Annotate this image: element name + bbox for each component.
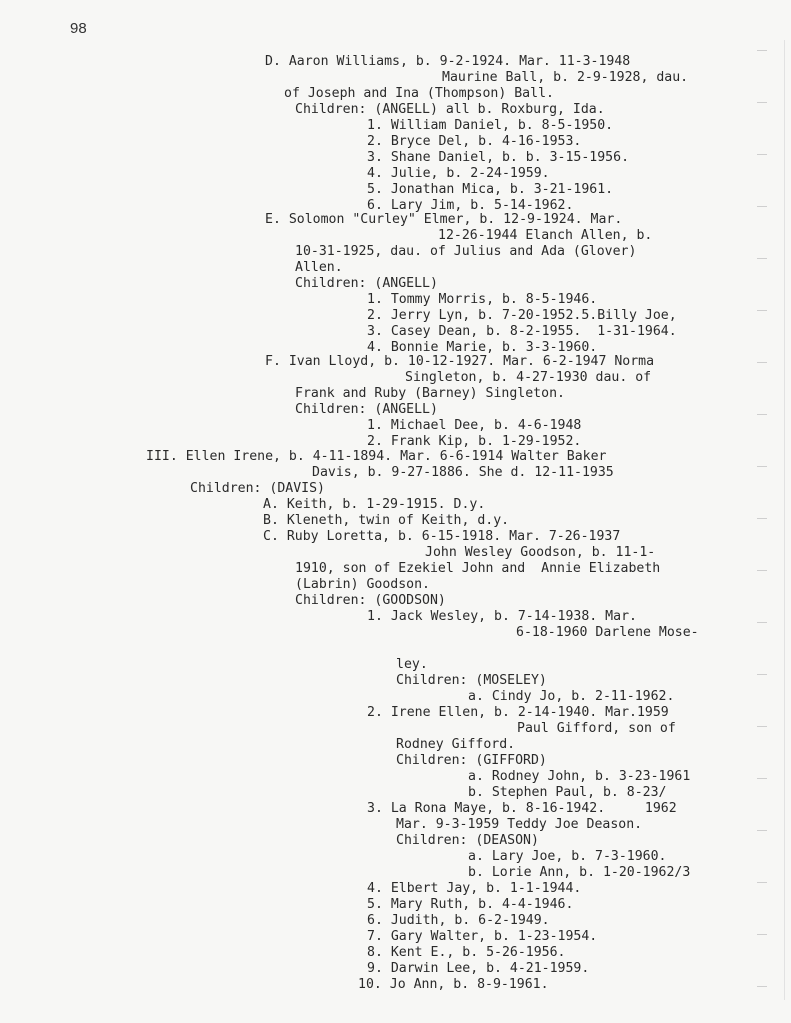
text-line: 1910, son of Ezekiel John and Annie Elizabeth: [295, 561, 661, 576]
margin-tick: [757, 778, 767, 779]
text-line: 2. Jerry Lyn, b. 7-20-1952.5.Billy Joe,: [367, 308, 677, 323]
text-line: 1. Michael Dee, b. 4-6-1948: [367, 418, 582, 433]
text-line: 4. Bonnie Marie, b. 3-3-1960.: [367, 340, 598, 355]
text-line: ley.: [396, 657, 428, 672]
text-line: 4. Julie, b. 2-24-1959.: [367, 166, 550, 181]
margin-tick: [757, 258, 767, 259]
text-line: C. Ruby Loretta, b. 6-15-1918. Mar. 7-26-1937: [263, 529, 621, 544]
text-line: 3. Shane Daniel, b. b. 3-15-1956.: [367, 150, 630, 165]
text-line: Children: (ANGELL) all b. Roxburg, Ida.: [295, 102, 605, 117]
text-line: 4. Elbert Jay, b. 1-1-1944.: [367, 881, 582, 896]
text-line: Allen.: [295, 260, 343, 275]
text-line: Paul Gifford, son of: [517, 721, 676, 736]
text-line: 3. La Rona Maye, b. 8-16-1942. 1962: [367, 801, 677, 816]
text-line: 9. Darwin Lee, b. 4-21-1959.: [367, 961, 590, 976]
text-line: 6. Judith, b. 6-2-1949.: [367, 913, 550, 928]
margin-tick: [757, 622, 767, 623]
text-line: Mar. 9-3-1959 Teddy Joe Deason.: [396, 817, 643, 832]
text-line: A. Keith, b. 1-29-1915. D.y.: [263, 497, 486, 512]
text-line: Children: (ANGELL): [295, 402, 438, 417]
text-line: Children: (GOODSON): [295, 593, 446, 608]
text-line: 7. Gary Walter, b. 1-23-1954.: [367, 929, 598, 944]
text-line: a. Lary Joe, b. 7-3-1960.: [468, 849, 667, 864]
text-line: D. Aaron Williams, b. 9-2-1924. Mar. 11-3-1948: [265, 54, 631, 69]
text-line: Frank and Ruby (Barney) Singleton.: [295, 386, 565, 401]
margin-tick: [757, 102, 767, 103]
margin-tick: [757, 362, 767, 363]
text-line: (Labrin) Goodson.: [295, 577, 430, 592]
text-line: III. Ellen Irene, b. 4-11-1894. Mar. 6-6-1914 Walter Baker: [146, 449, 607, 464]
margin-tick: [757, 882, 767, 883]
margin-tick: [757, 414, 767, 415]
margin-tick: [757, 518, 767, 519]
text-line: a. Cindy Jo, b. 2-11-1962.: [468, 689, 675, 704]
margin-tick: [757, 830, 767, 831]
text-line: b. Lorie Ann, b. 1-20-1962/3: [468, 865, 691, 880]
text-line: Children: (GIFFORD): [396, 753, 547, 768]
text-line: Singleton, b. 4-27-1930 dau. of: [405, 370, 652, 385]
margin-tick: [757, 310, 767, 311]
text-line: a. Rodney John, b. 3-23-1961: [468, 769, 691, 784]
text-line: b. Stephen Paul, b. 8-23/: [468, 785, 667, 800]
margin-tick: [757, 570, 767, 571]
text-line: F. Ivan Lloyd, b. 10-12-1927. Mar. 6-2-1947 Norma: [265, 354, 655, 369]
text-line: Maurine Ball, b. 2-9-1928, dau.: [442, 70, 689, 85]
text-line: 3. Casey Dean, b. 8-2-1955. 1-31-1964.: [367, 324, 677, 339]
text-line: 10. Jo Ann, b. 8-9-1961.: [358, 977, 549, 992]
text-line: 2. Frank Kip, b. 1-29-1952.: [367, 434, 582, 449]
text-line: 5. Mary Ruth, b. 4-4-1946.: [367, 897, 574, 912]
text-line: 1. Jack Wesley, b. 7-14-1938. Mar.: [367, 609, 637, 624]
margin-ticks: [757, 30, 791, 1010]
text-line: 5. Jonathan Mica, b. 3-21-1961.: [367, 182, 614, 197]
text-line: John Wesley Goodson, b. 11-1-: [425, 545, 656, 560]
text-line: 6-18-1960 Darlene Mose-: [516, 625, 699, 640]
margin-tick: [757, 986, 767, 987]
text-line: B. Kleneth, twin of Keith, d.y.: [263, 513, 510, 528]
text-line: 2. Bryce Del, b. 4-16-1953.: [367, 134, 582, 149]
text-line: 2. Irene Ellen, b. 2-14-1940. Mar.1959: [367, 705, 669, 720]
text-line: E. Solomon "Curley" Elmer, b. 12-9-1924. Mar.: [265, 212, 623, 227]
margin-tick: [757, 674, 767, 675]
text-line: Davis, b. 9-27-1886. She d. 12-11-1935: [312, 465, 614, 480]
text-line: 1. William Daniel, b. 8-5-1950.: [367, 118, 614, 133]
margin-tick: [757, 50, 767, 51]
text-line: 8. Kent E., b. 5-26-1956.: [367, 945, 566, 960]
text-line: 6. Lary Jim, b. 5-14-1962.: [367, 198, 574, 213]
page-number: 98: [70, 20, 87, 37]
margin-tick: [757, 206, 767, 207]
text-line: Children: (DEASON): [396, 833, 539, 848]
margin-tick: [757, 466, 767, 467]
text-line: Children: (ANGELL): [295, 276, 438, 291]
text-line: 10-31-1925, dau. of Julius and Ada (Glover): [295, 244, 637, 259]
text-line: of Joseph and Ina (Thompson) Ball.: [284, 86, 554, 101]
text-line: 1. Tommy Morris, b. 8-5-1946.: [367, 292, 598, 307]
text-line: Rodney Gifford.: [396, 737, 516, 752]
margin-tick: [757, 154, 767, 155]
text-line: Children: (DAVIS): [190, 481, 325, 496]
text-line: Children: (MOSELEY): [396, 673, 547, 688]
margin-tick: [757, 726, 767, 727]
margin-tick: [757, 934, 767, 935]
text-line: 12-26-1944 Elanch Allen, b.: [438, 228, 653, 243]
